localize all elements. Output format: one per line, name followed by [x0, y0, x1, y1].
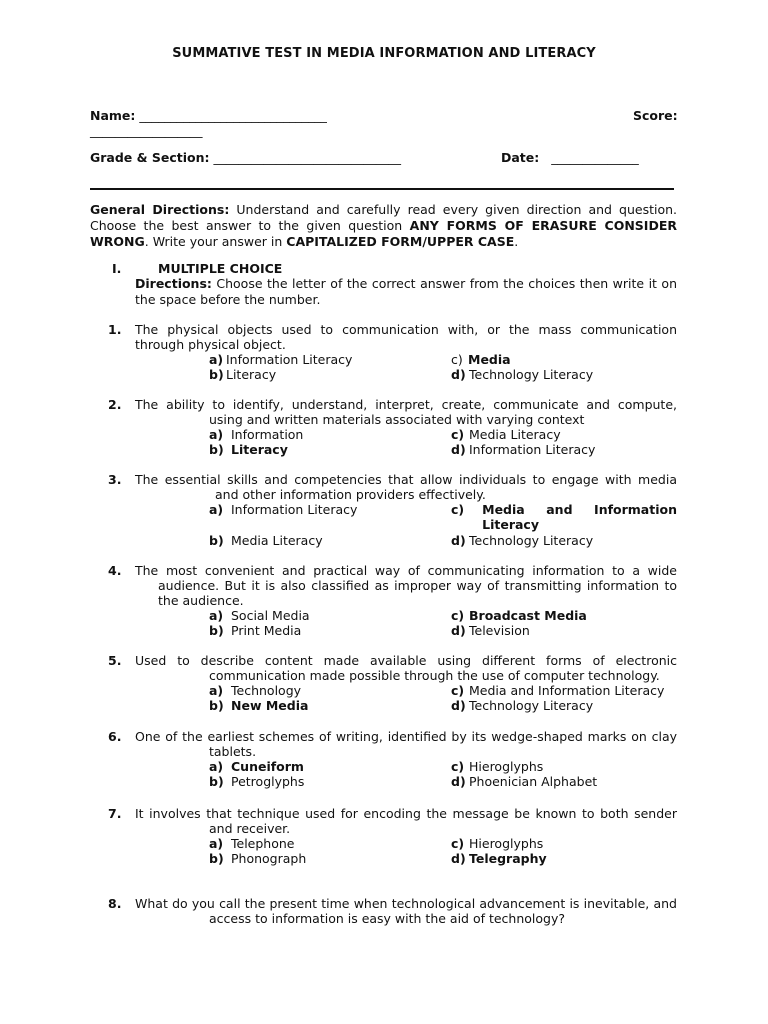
date-blank: ______________ — [551, 150, 639, 165]
question-line: The ability to identify, understand, interpret, create, communicate and compute, — [135, 397, 677, 412]
general-directions — [90, 202, 677, 250]
option-a: a) Information Literacy — [209, 502, 358, 517]
option-c: c) Media Literacy — [451, 427, 561, 442]
option-c: c) Media — [451, 352, 511, 367]
question-number: 6. — [108, 729, 122, 744]
option-a: a) Information Literacy — [209, 352, 353, 367]
option-b: b) New Media — [209, 698, 309, 713]
question-line: and receiver. — [209, 821, 291, 836]
erasure-warning: ANY FORMS OF ERASURE CONSIDER WRONG — [90, 218, 677, 249]
section-title: MULTIPLE CHOICE — [158, 261, 283, 276]
name-label: Name: — [90, 108, 136, 123]
general-directions-text-2: . Write your answer in — [144, 234, 287, 249]
option-d: d) Telegraphy — [451, 851, 547, 866]
grade-section-blank: ______________________________ — [213, 150, 402, 165]
option-a: a) Telephone — [209, 836, 295, 851]
section-directions-label: Directions: — [135, 276, 212, 291]
option-c: c) Hieroglyphs — [451, 836, 544, 851]
option-a: a) Technology — [209, 683, 302, 698]
question-line: The physical objects used to communication with, or the mass communication — [135, 322, 677, 337]
question-text — [135, 806, 677, 836]
question-line: communication made possible through the use of computer technology. — [209, 668, 660, 683]
question-line: audience. But it is also classified as improper way of transmitting information to — [158, 578, 677, 593]
question-number: 4. — [108, 563, 122, 578]
score-field — [633, 108, 678, 123]
option-d: d) Technology Literacy — [451, 698, 594, 713]
question-line: tablets. — [209, 744, 257, 759]
question-number: 3. — [108, 472, 122, 487]
grade-section-field — [90, 150, 401, 165]
section-numeral: I. — [112, 261, 122, 276]
question-line: What do you call the present time when technological advancement is inevitable, and — [135, 896, 677, 911]
question-number: 8. — [108, 896, 122, 911]
name-blank: ______________________________ — [139, 108, 327, 123]
option-d: d) Information Literacy — [451, 442, 596, 457]
question-text — [135, 729, 677, 759]
option-c: c) Media and Information Literacy — [451, 683, 665, 698]
option-c: c) Hieroglyphs — [451, 759, 544, 774]
question-text — [135, 322, 677, 352]
general-directions-label: General Directions: — [90, 202, 230, 217]
option-a: a) Social Media — [209, 608, 310, 623]
header-divider — [90, 188, 674, 190]
question-line: through physical object. — [135, 337, 286, 352]
question-text — [135, 397, 677, 427]
option-d: d) Phoenician Alphabet — [451, 774, 598, 789]
general-directions-text: Understand and carefully read every given direction and question. Choose the best answer to the given question — [90, 202, 678, 233]
question-number: 7. — [108, 806, 122, 821]
question-text — [135, 563, 677, 608]
option-d: d) Television — [451, 623, 530, 638]
question-number: 2. — [108, 397, 122, 412]
option-b: b) Literacy — [209, 442, 288, 457]
score-label: Score: — [633, 108, 678, 123]
question-line: access to information is easy with the aid of technology? — [209, 911, 566, 926]
option-b: b) Literacy — [209, 367, 277, 382]
test-title: SUMMATIVE TEST IN MEDIA INFORMATION AND LITERACY — [172, 46, 596, 61]
option-d: d) Technology Literacy — [451, 533, 594, 548]
question-line: the audience. — [158, 593, 244, 608]
uppercase-instruction: CAPITALIZED FORM/UPPER CASE — [286, 234, 515, 249]
option-a: a) Cuneiform — [209, 759, 304, 774]
question-number: 5. — [108, 653, 122, 668]
question-number: 1. — [108, 322, 122, 337]
option-b: b) Phonograph — [209, 851, 307, 866]
question-line: Used to describe content made available using different forms of electronic — [135, 653, 677, 668]
question-text — [135, 653, 677, 683]
score-blank: __________________ — [90, 123, 203, 138]
general-directions-end: . — [514, 234, 519, 249]
section-directions-text: Choose the letter of the correct answer from the choices then write it on the space before the number. — [135, 276, 677, 307]
option-b: b) Media Literacy — [209, 533, 323, 548]
date-label: Date: — [501, 150, 540, 165]
option-d: d) Technology Literacy — [451, 367, 594, 382]
name-field — [90, 108, 327, 123]
date-field — [501, 150, 639, 165]
question-text — [135, 896, 677, 926]
question-line: and other information providers effectively. — [215, 487, 486, 502]
question-line: One of the earliest schemes of writing, identified by its wedge-shaped marks on clay — [135, 729, 677, 744]
option-a: a) Information — [209, 427, 304, 442]
option-b: b) Print Media — [209, 623, 302, 638]
question-line: The essential skills and competencies that allow individuals to engage with media — [135, 472, 677, 487]
section-directions — [135, 276, 677, 307]
question-text — [135, 472, 677, 502]
question-line: The most convenient and practical way of communicating information to a wide — [135, 563, 677, 578]
grade-section-label: Grade & Section: — [90, 150, 210, 165]
option-b: b) Petroglyphs — [209, 774, 305, 789]
option-c: c) Media and Information Literacy — [451, 502, 677, 532]
question-line: It involves that technique used for encoding the message be known to both sender — [135, 806, 677, 821]
question-line: using and written materials associated with varying context — [209, 412, 585, 427]
option-c: c) Broadcast Media — [451, 608, 587, 623]
